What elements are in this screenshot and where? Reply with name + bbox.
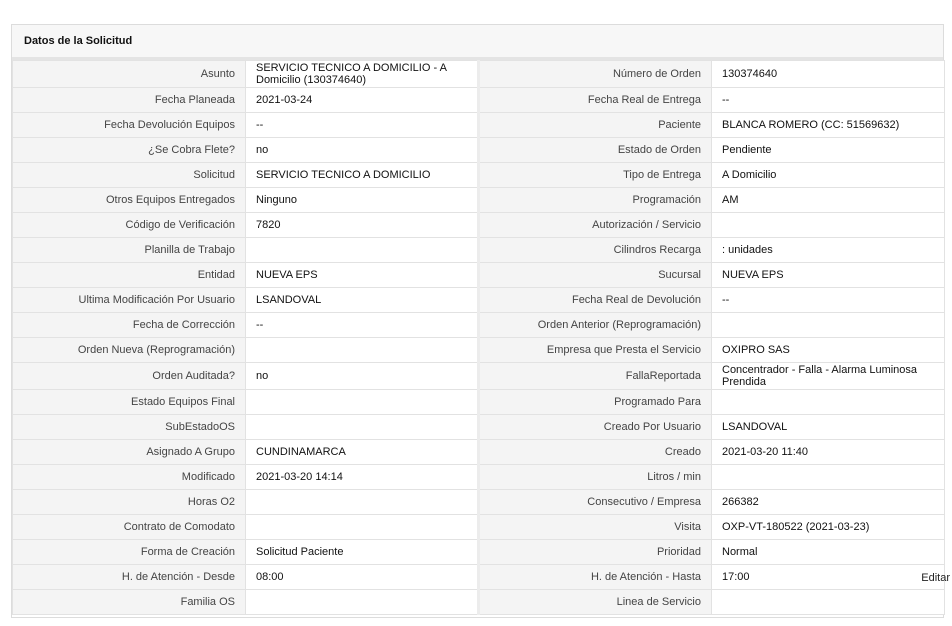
field-value: 17:00 — [712, 565, 945, 590]
field-value: Normal — [712, 540, 945, 565]
table-row — [13, 465, 945, 490]
field-label: Forma de Creación — [13, 540, 246, 565]
field-value — [246, 490, 479, 515]
table-row — [13, 590, 945, 615]
field-value: 2021-03-24 — [246, 88, 479, 113]
field-label: Consecutivo / Empresa — [479, 490, 712, 515]
field-value: Solicitud Paciente — [246, 540, 479, 565]
field-label: Ultima Modificación Por Usuario — [13, 288, 246, 313]
field-value: 7820 — [246, 213, 479, 238]
field-label: Asignado A Grupo — [13, 440, 246, 465]
field-label: Fecha Devolución Equipos — [13, 113, 246, 138]
field-value: BLANCA ROMERO (CC: 51569632) — [712, 113, 945, 138]
field-label: H. de Atención - Desde — [13, 565, 246, 590]
field-label: Orden Anterior (Reprogramación) — [479, 313, 712, 338]
field-label: Otros Equipos Entregados — [13, 188, 246, 213]
field-value: -- — [712, 88, 945, 113]
field-label: Fecha Real de Devolución — [479, 288, 712, 313]
table-row — [13, 440, 945, 465]
field-value — [712, 390, 945, 415]
field-label: Fecha Planeada — [13, 88, 246, 113]
table-row — [13, 565, 945, 590]
field-value: OXP-VT-180522 (2021-03-23) — [712, 515, 945, 540]
field-label: Horas O2 — [13, 490, 246, 515]
field-label: Tipo de Entrega — [479, 163, 712, 188]
field-label: Asunto — [13, 61, 246, 88]
field-label: Prioridad — [479, 540, 712, 565]
field-value: : unidades — [712, 238, 945, 263]
field-value: SERVICIO TECNICO A DOMICILIO - A Domicilio (130374640) — [246, 61, 479, 88]
field-value — [712, 590, 945, 615]
field-value — [246, 415, 479, 440]
field-label: Creado Por Usuario — [479, 415, 712, 440]
field-value: SERVICIO TECNICO A DOMICILIO — [246, 163, 479, 188]
field-label: Familia OS — [13, 590, 246, 615]
field-label: H. de Atención - Hasta — [479, 565, 712, 590]
field-label: Estado de Orden — [479, 138, 712, 163]
panel-title: Datos de la Solicitud — [24, 35, 133, 47]
request-details-panel — [11, 24, 944, 618]
table-row — [13, 138, 945, 163]
field-value: LSANDOVAL — [246, 288, 479, 313]
field-label: Planilla de Trabajo — [13, 238, 246, 263]
field-value — [246, 238, 479, 263]
field-label: Orden Auditada? — [13, 363, 246, 390]
table-row — [13, 415, 945, 440]
field-label: Fecha de Corrección — [13, 313, 246, 338]
field-value — [246, 590, 479, 615]
field-value — [246, 338, 479, 363]
table-row — [13, 338, 945, 363]
field-value: 08:00 — [246, 565, 479, 590]
table-row — [13, 288, 945, 313]
panel-header — [12, 25, 943, 60]
field-label: Paciente — [479, 113, 712, 138]
table-row — [13, 515, 945, 540]
field-value: LSANDOVAL — [712, 415, 945, 440]
field-value: -- — [712, 288, 945, 313]
field-value — [712, 213, 945, 238]
field-label: Sucursal — [479, 263, 712, 288]
table-row — [13, 263, 945, 288]
field-value — [712, 313, 945, 338]
table-row — [13, 88, 945, 113]
field-label: Fecha Real de Entrega — [479, 88, 712, 113]
field-value: NUEVA EPS — [246, 263, 479, 288]
field-label: Programación — [479, 188, 712, 213]
table-row — [13, 163, 945, 188]
field-label: Orden Nueva (Reprogramación) — [13, 338, 246, 363]
field-label: Número de Orden — [479, 61, 712, 88]
table-row — [13, 363, 945, 390]
table-row — [13, 238, 945, 263]
field-label: Empresa que Presta el Servicio — [479, 338, 712, 363]
field-value: Concentrador - Falla - Alarma Luminosa Prendida — [712, 363, 945, 390]
edit-link[interactable]: Editar — [921, 572, 950, 584]
field-value: 266382 — [712, 490, 945, 515]
field-label: Visita — [479, 515, 712, 540]
field-label: Autorización / Servicio — [479, 213, 712, 238]
field-label: ¿Se Cobra Flete? — [13, 138, 246, 163]
field-label: Entidad — [13, 263, 246, 288]
field-value: Ninguno — [246, 188, 479, 213]
field-value: CUNDINAMARCA — [246, 440, 479, 465]
table-row — [13, 313, 945, 338]
table-row — [13, 540, 945, 565]
field-label: Creado — [479, 440, 712, 465]
field-value: 130374640 — [712, 61, 945, 88]
field-label: Código de Verificación — [13, 213, 246, 238]
field-value: A Domicilio — [712, 163, 945, 188]
field-value: NUEVA EPS — [712, 263, 945, 288]
field-value: 2021-03-20 14:14 — [246, 465, 479, 490]
field-label: Solicitud — [13, 163, 246, 188]
table-row — [13, 490, 945, 515]
details-table — [12, 60, 945, 615]
field-value — [246, 390, 479, 415]
field-value — [246, 515, 479, 540]
field-value: -- — [246, 113, 479, 138]
table-row — [13, 213, 945, 238]
table-row — [13, 113, 945, 138]
table-row — [13, 61, 945, 88]
field-value: 2021-03-20 11:40 — [712, 440, 945, 465]
field-label: Cilindros Recarga — [479, 238, 712, 263]
field-value: no — [246, 138, 479, 163]
field-value: Pendiente — [712, 138, 945, 163]
field-value: OXIPRO SAS — [712, 338, 945, 363]
field-value: no — [246, 363, 479, 390]
table-row — [13, 390, 945, 415]
field-label: FallaReportada — [479, 363, 712, 390]
field-value: -- — [246, 313, 479, 338]
field-label: Modificado — [13, 465, 246, 490]
field-value: AM — [712, 188, 945, 213]
field-label: Contrato de Comodato — [13, 515, 246, 540]
field-value — [712, 465, 945, 490]
field-label: Programado Para — [479, 390, 712, 415]
field-label: SubEstadoOS — [13, 415, 246, 440]
field-label: Estado Equipos Final — [13, 390, 246, 415]
field-label: Linea de Servicio — [479, 590, 712, 615]
table-row — [13, 188, 945, 213]
field-label: Litros / min — [479, 465, 712, 490]
